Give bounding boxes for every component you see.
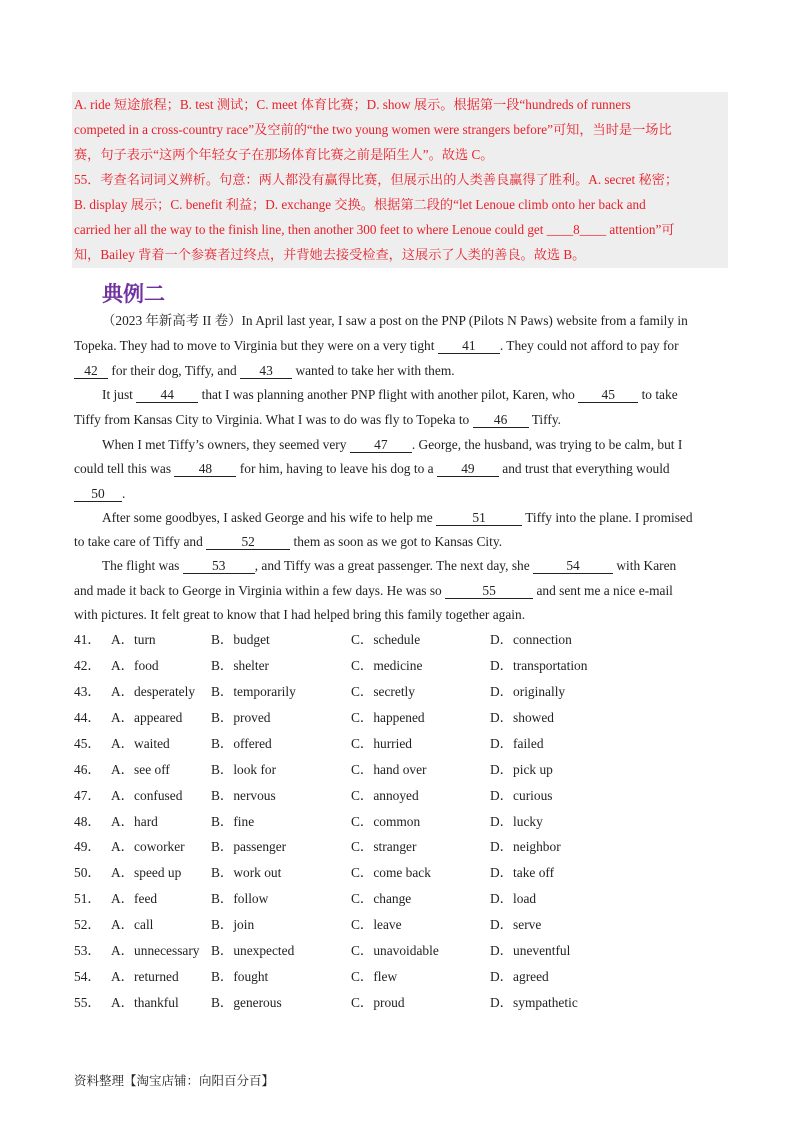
option-d[interactable]: D．connection xyxy=(490,632,572,647)
passage-line xyxy=(102,557,728,575)
passage-text: . xyxy=(122,486,126,501)
answer-line: 55．考查名词词义辨析。句意：两人都没有赢得比赛，但展示出的人类善良赢得了胜利。A. secret 秘密； xyxy=(74,172,679,187)
option-c[interactable]: C．secretly xyxy=(351,684,415,699)
blank-42[interactable]: 42 xyxy=(74,364,108,379)
passage-text: with pictures. It felt great to know that I had helped bring this family together again. xyxy=(74,607,526,622)
option-a[interactable]: A．appeared xyxy=(111,710,183,725)
blank-47[interactable]: 47 xyxy=(350,438,412,453)
passage-text: with Karen xyxy=(616,558,677,573)
option-row-41 xyxy=(74,631,734,649)
option-b[interactable]: B．look for xyxy=(211,762,277,777)
passage-line xyxy=(74,362,728,380)
question-number: 46． xyxy=(74,762,101,777)
option-row-53 xyxy=(74,942,734,960)
question-number: 47． xyxy=(74,788,101,803)
option-c[interactable]: C．annoyed xyxy=(351,788,419,803)
passage-text: to take care of Tiffy and xyxy=(74,534,203,549)
passage-line xyxy=(102,312,728,330)
question-number: 48． xyxy=(74,814,101,829)
option-a[interactable]: A．desperately xyxy=(111,684,196,699)
option-a[interactable]: A．turn xyxy=(111,632,156,647)
option-c[interactable]: C．hand over xyxy=(351,762,427,777)
option-a[interactable]: A．food xyxy=(111,658,159,673)
option-b[interactable]: B．nervous xyxy=(211,788,276,803)
blank-51[interactable]: 51 xyxy=(436,511,522,526)
option-row-52 xyxy=(74,916,734,934)
option-d[interactable]: D．originally xyxy=(490,684,566,699)
question-number: 50． xyxy=(74,865,101,880)
option-a[interactable]: A．hard xyxy=(111,814,158,829)
passage-line xyxy=(102,386,728,404)
option-d[interactable]: D．transportation xyxy=(490,658,588,673)
blank-49[interactable]: 49 xyxy=(437,462,499,477)
option-b[interactable]: B．proved xyxy=(211,710,271,725)
passage-line xyxy=(74,460,728,478)
blank-44[interactable]: 44 xyxy=(136,388,198,403)
option-row-46 xyxy=(74,761,734,779)
option-c[interactable]: C．schedule xyxy=(351,632,421,647)
option-c[interactable]: C．happened xyxy=(351,710,425,725)
option-c[interactable]: C．stranger xyxy=(351,839,417,854)
option-d[interactable]: D．showed xyxy=(490,710,554,725)
passage-text: could tell this was xyxy=(74,461,172,476)
answer-line: 知，Bailey 背着一个参赛者过终点，并背她去接受检查，这展示了人类的善良。故选 B。 xyxy=(74,247,586,262)
option-b[interactable]: B．generous xyxy=(211,995,282,1010)
option-a[interactable]: A．coworker xyxy=(111,839,185,854)
option-c[interactable]: C．unavoidable xyxy=(351,943,439,958)
option-b[interactable]: B．unexpected xyxy=(211,943,295,958)
option-a[interactable]: A．call xyxy=(111,917,154,932)
option-a[interactable]: A．speed up xyxy=(111,865,182,880)
option-c[interactable]: C．flew xyxy=(351,969,398,984)
blank-55[interactable]: 55 xyxy=(445,584,533,599)
option-row-49 xyxy=(74,838,734,856)
option-c[interactable]: C．proud xyxy=(351,995,405,1010)
option-c[interactable]: C．leave xyxy=(351,917,402,932)
option-c[interactable]: C．change xyxy=(351,891,412,906)
answer-line: carried her all the way to the finish line, then another 300 feet to where Lenoue could get ____8____ attention”可 xyxy=(74,222,675,237)
question-number: 54． xyxy=(74,969,101,984)
answer-line: 赛，句子表示“这两个年轻女子在那场体育比赛之前是陌生人”。故选 C。 xyxy=(74,147,494,162)
option-row-48 xyxy=(74,813,734,831)
passage-text: After some goodbyes, I asked George and his wife to help me xyxy=(102,510,433,525)
passage-text: and made it back to George in Virginia within a few days. He was so xyxy=(74,583,442,598)
passage-text: When I met Tiffy’s owners, they seemed very xyxy=(102,437,347,452)
option-c[interactable]: C．common xyxy=(351,814,421,829)
option-a[interactable]: A．see off xyxy=(111,762,170,777)
passage-text: The flight was xyxy=(102,558,180,573)
question-number: 44． xyxy=(74,710,101,725)
passage-line xyxy=(74,533,728,551)
option-b[interactable]: B．temporarily xyxy=(211,684,296,699)
option-c[interactable]: C．medicine xyxy=(351,658,423,673)
passage-text: Tiffy into the plane. I promised xyxy=(525,510,693,525)
option-b[interactable]: B．follow xyxy=(211,891,269,906)
option-d[interactable]: D．sympathetic xyxy=(490,995,578,1010)
option-row-43 xyxy=(74,683,734,701)
blank-46[interactable]: 46 xyxy=(473,413,529,428)
passage-text: Tiffy from Kansas City to Virginia. What I was to do was fly to Topeka to xyxy=(74,412,470,427)
option-a[interactable]: A．confused xyxy=(111,788,183,803)
passage-line xyxy=(74,337,728,355)
question-number: 43． xyxy=(74,684,101,699)
question-number: 53． xyxy=(74,943,101,958)
passage-text: them as soon as we got to Kansas City. xyxy=(293,534,503,549)
passage-text: for their dog, Tiffy, and xyxy=(111,363,237,378)
passage-line xyxy=(74,485,728,503)
question-number: 51． xyxy=(74,891,101,906)
answer-line: B. display 展示；C. benefit 利益；D. exchange 交换。根据第二段的“let Lenoue climb onto her back and xyxy=(74,197,646,212)
question-number: 41． xyxy=(74,632,101,647)
option-d[interactable]: D．take off xyxy=(490,865,555,880)
option-b[interactable]: B．work out xyxy=(211,865,282,880)
passage-text: for him, having to leave his dog to a xyxy=(239,461,434,476)
option-a[interactable]: A．feed xyxy=(111,891,158,906)
passage-text: to take xyxy=(641,387,678,402)
question-number: 45． xyxy=(74,736,101,751)
option-d[interactable]: D．neighbor xyxy=(490,839,561,854)
passage-line xyxy=(102,509,728,527)
option-b[interactable]: B．offered xyxy=(211,736,272,751)
passage-text: wanted to take her with them. xyxy=(295,363,455,378)
passage-text: and sent me a nice e-mail xyxy=(536,583,673,598)
blank-43[interactable]: 43 xyxy=(240,364,292,379)
blank-50[interactable]: 50 xyxy=(74,487,122,502)
option-b[interactable]: B．shelter xyxy=(211,658,270,673)
blank-41[interactable]: 41 xyxy=(438,339,500,354)
passage-text: , and Tiffy was a great passenger. The next day, she xyxy=(254,558,530,573)
option-a[interactable]: A．waited xyxy=(111,736,170,751)
blank-45[interactable]: 45 xyxy=(578,388,638,403)
option-d[interactable]: D．serve xyxy=(490,917,542,932)
section-title: 典例二 xyxy=(102,282,165,306)
blank-48[interactable]: 48 xyxy=(174,462,236,477)
answer-line: competed in a cross-country race”及空前的“the two young women were strangers before”可知，当时是一场比 xyxy=(74,122,672,137)
option-b[interactable]: B．fine xyxy=(211,814,255,829)
option-b[interactable]: B．fought xyxy=(211,969,269,984)
question-number: 42． xyxy=(74,658,101,673)
option-d[interactable]: D．uneventful xyxy=(490,943,571,958)
option-row-45 xyxy=(74,735,734,753)
option-a[interactable]: A．unnecessary xyxy=(111,943,200,958)
question-number: 52． xyxy=(74,917,101,932)
option-b[interactable]: B．budget xyxy=(211,632,270,647)
option-row-42 xyxy=(74,657,734,675)
option-d[interactable]: D．failed xyxy=(490,736,544,751)
blank-54[interactable]: 54 xyxy=(533,559,613,574)
option-b[interactable]: B．join xyxy=(211,917,255,932)
option-a[interactable]: A．returned xyxy=(111,969,179,984)
passage-line xyxy=(74,411,728,429)
passage-text: （2023 年新高考 II 卷）In April last year, I saw a post on the PNP (Pilots N Paws) website from a family in xyxy=(102,313,688,328)
option-d[interactable]: D．curious xyxy=(490,788,553,803)
blank-52[interactable]: 52 xyxy=(206,535,290,550)
option-c[interactable]: C．hurried xyxy=(351,736,412,751)
option-row-47 xyxy=(74,787,734,805)
passage-text: Tiffy. xyxy=(531,412,561,427)
option-row-50 xyxy=(74,864,734,882)
answer-line: A. ride 短途旅程；B. test 测试；C. meet 体育比赛；D. show 展示。根据第一段“hundreds of runners xyxy=(74,97,631,112)
option-row-44 xyxy=(74,709,734,727)
passage-line xyxy=(74,606,728,624)
footer-note: 资料整理【淘宝店铺：向阳百分百】 xyxy=(74,1073,275,1088)
passage-text: . George, the husband, was trying to be calm, but I xyxy=(411,437,683,452)
passage-text: and trust that everything would xyxy=(502,461,670,476)
passage-text: that I was planning another PNP flight with another pilot, Karen, who xyxy=(201,387,575,402)
question-number: 49． xyxy=(74,839,101,854)
option-row-55 xyxy=(74,994,734,1012)
option-b[interactable]: B．passenger xyxy=(211,839,287,854)
option-d[interactable]: D．agreed xyxy=(490,969,549,984)
blank-53[interactable]: 53 xyxy=(183,559,255,574)
option-a[interactable]: A．thankful xyxy=(111,995,179,1010)
option-row-51 xyxy=(74,890,734,908)
option-d[interactable]: D．pick up xyxy=(490,762,553,777)
passage-text: . They could not afford to pay for xyxy=(499,338,679,353)
passage-text: Topeka. They had to move to Virginia but they were on a very tight xyxy=(74,338,435,353)
option-row-54 xyxy=(74,968,734,986)
passage-text: It just xyxy=(102,387,133,402)
option-d[interactable]: D．lucky xyxy=(490,814,543,829)
question-number: 55． xyxy=(74,995,101,1010)
passage-line xyxy=(74,582,728,600)
option-d[interactable]: D．load xyxy=(490,891,537,906)
passage-line xyxy=(102,436,728,454)
option-c[interactable]: C．come back xyxy=(351,865,431,880)
